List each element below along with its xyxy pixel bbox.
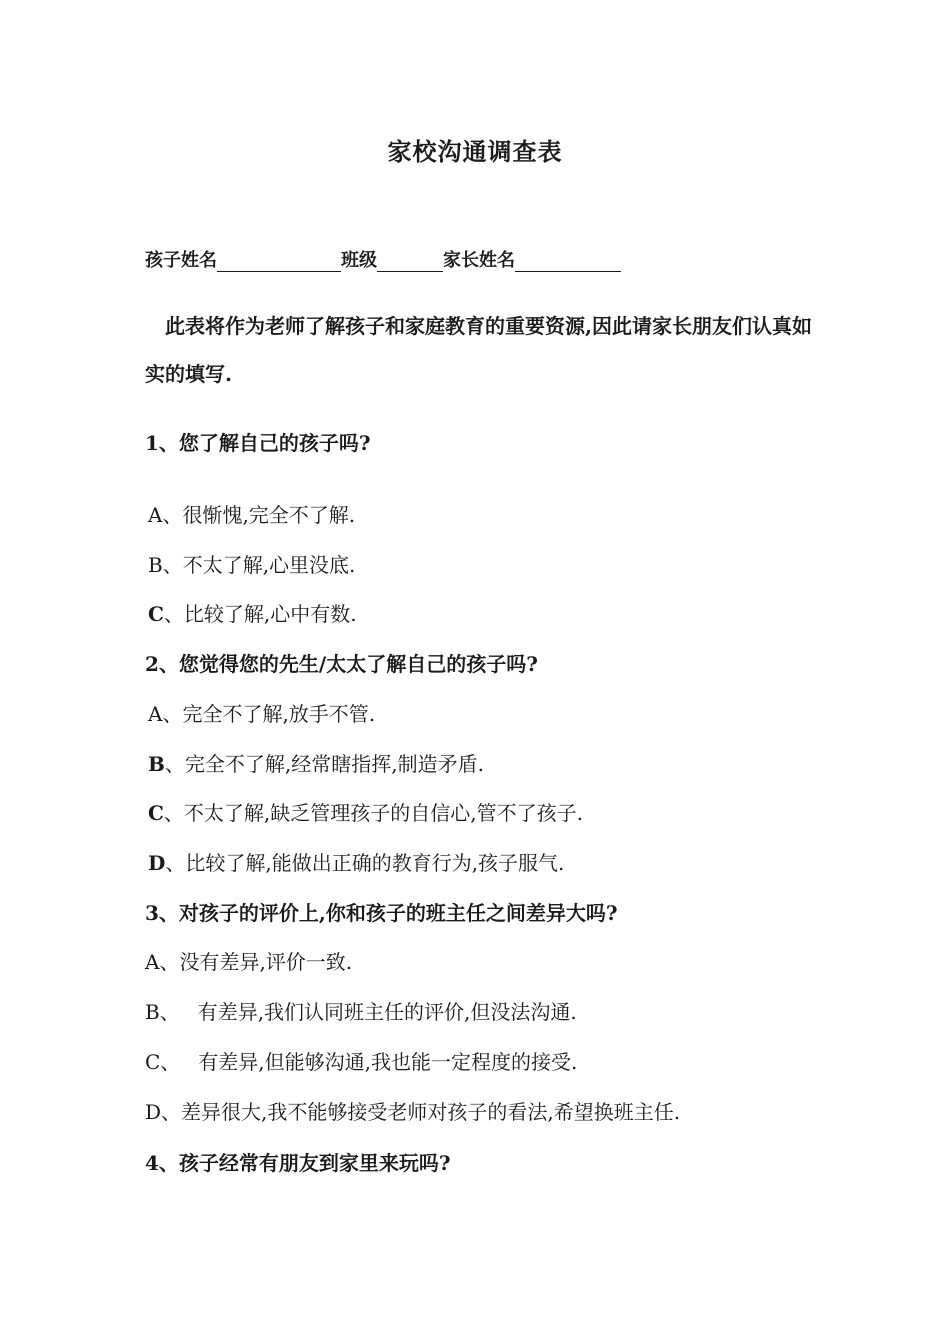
option-2a[interactable] [145, 698, 375, 727]
option-text: 很惭愧,完全不了解. [182, 503, 356, 527]
class-field[interactable] [377, 251, 443, 272]
option-label: D [145, 1100, 162, 1124]
parent-name-field[interactable] [515, 251, 621, 272]
option-2b[interactable] [145, 748, 484, 777]
option-sep: 、 [162, 702, 183, 726]
question-4: 4、孩子经常有朋友到家里来玩吗? [145, 1151, 451, 1175]
option-label: B [148, 752, 165, 776]
option-2d[interactable] [145, 847, 564, 876]
option-sep: 、 [163, 602, 184, 626]
option-sep: 、 [159, 950, 180, 974]
option-text: 有差异,但能够沟通,我也能一定程度的接受. [198, 1050, 578, 1074]
option-label: A [145, 950, 160, 974]
option-text: 比较了解,能做出正确的教育行为,孩子服气. [185, 851, 565, 875]
option-3a[interactable] [145, 946, 352, 975]
option-sep: 、 [162, 553, 183, 577]
option-sep: 、 [160, 1050, 181, 1074]
option-label: C [148, 801, 164, 825]
option-1b[interactable] [145, 549, 355, 578]
option-sep: 、 [163, 801, 184, 825]
parent-name-label: 家长姓名 [443, 250, 515, 271]
option-text: 没有差异,评价一致. [179, 950, 353, 974]
option-text: 不太了解,缺乏管理孩子的自信心,管不了孩子. [183, 801, 583, 825]
option-2c[interactable] [145, 797, 583, 826]
option-label: B [145, 1000, 160, 1024]
option-label: A [148, 702, 163, 726]
option-3d[interactable] [145, 1096, 680, 1125]
option-sep: 、 [162, 503, 183, 527]
option-sep: 、 [165, 851, 186, 875]
option-label: B [148, 553, 163, 577]
option-text: 差异很大,我不能够接受老师对孩子的看法,希望换班主任. [181, 1100, 681, 1124]
child-name-field[interactable] [217, 251, 341, 272]
option-sep: 、 [159, 1000, 180, 1024]
option-3c[interactable] [145, 1046, 577, 1075]
option-sep: 、 [164, 752, 185, 776]
option-sep: 、 [161, 1100, 182, 1124]
class-label: 班级 [341, 250, 377, 271]
page-title: 家校沟通调查表 [387, 137, 563, 166]
intro-paragraph: 此表将作为老师了解孩子和家庭教育的重要资源,因此请家长朋友们认真如实的填写. [145, 314, 812, 386]
question-1: 1、您了解自己的孩子吗? [145, 431, 371, 455]
option-text: 有差异,我们认同班主任的评价,但没法沟通. [197, 1000, 577, 1024]
info-line [145, 246, 621, 272]
option-1a[interactable] [145, 499, 355, 528]
option-3b[interactable] [145, 996, 577, 1025]
option-1c[interactable] [145, 598, 357, 627]
option-label: A [148, 503, 163, 527]
option-text: 完全不了解,放手不管. [182, 702, 376, 726]
question-3: 3、对孩子的评价上,你和孩子的班主任之间差异大吗? [145, 901, 618, 925]
question-2: 2、您觉得您的先生/太太了解自己的孩子吗? [145, 652, 538, 676]
option-text: 完全不了解,经常瞎指挥,制造矛盾. [184, 752, 484, 776]
option-text: 不太了解,心里没底. [182, 553, 356, 577]
option-text: 比较了解,心中有数. [183, 602, 357, 626]
child-name-label: 孩子姓名 [145, 250, 217, 271]
option-label: C [145, 1050, 161, 1074]
option-label: D [148, 851, 166, 875]
option-label: C [148, 602, 164, 626]
